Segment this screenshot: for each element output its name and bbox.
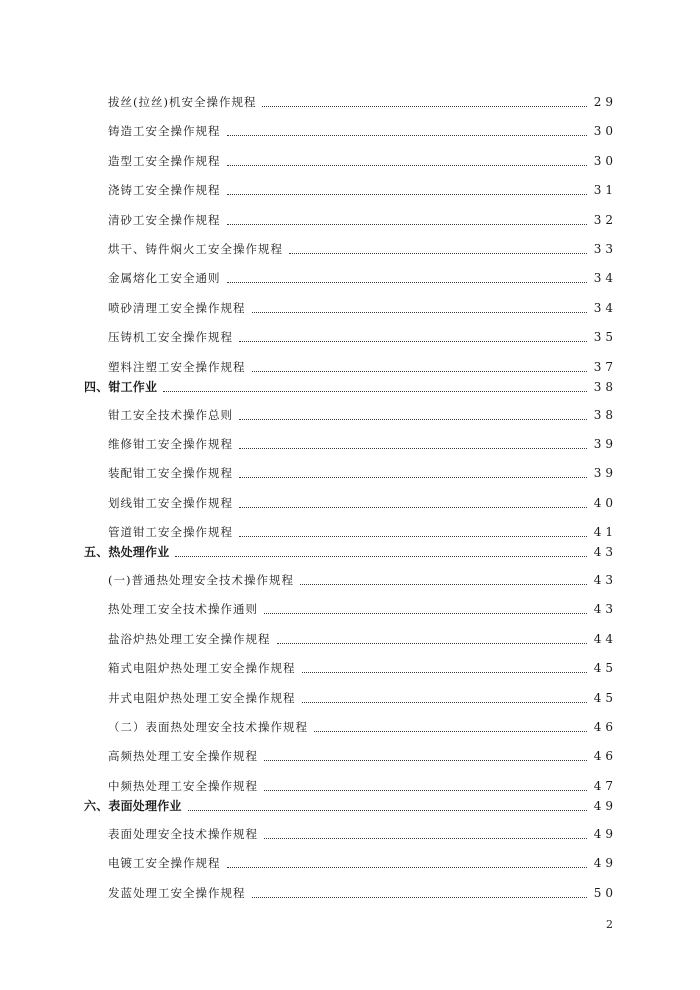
toc-leader-dots (264, 790, 587, 791)
toc-leader-dots (262, 106, 586, 107)
toc-leader-dots (264, 613, 587, 614)
toc-entry-title: 拔丝(拉丝)机安全操作规程 (108, 95, 257, 109)
toc-entry-title: 四、钳工作业 (84, 379, 158, 394)
toc-entry-title: 表面处理安全技术操作规程 (108, 826, 258, 841)
toc-entry (84, 631, 617, 647)
toc-leader-dots (227, 282, 587, 283)
toc-entry-title: 箱式电阻炉热处理工安全操作规程 (108, 661, 296, 676)
toc-page-number: 32 (593, 212, 617, 227)
toc-leader-dots (227, 194, 587, 195)
toc-page-number: 40 (593, 495, 617, 510)
toc-entry-title: 清砂工安全操作规程 (108, 212, 221, 227)
toc-entry (84, 690, 617, 706)
toc-entry (84, 241, 617, 257)
toc-leader-dots (314, 731, 587, 732)
toc-page-number: 37 (593, 359, 617, 374)
toc-leader-dots (188, 810, 587, 811)
toc-entry-title: 压铸机工安全操作规程 (108, 330, 233, 345)
toc-page-number: 49 (593, 856, 617, 871)
toc-entry (84, 660, 617, 676)
toc-page-number: 50 (593, 885, 617, 900)
toc-page-number: 34 (593, 300, 617, 315)
toc-page-number: 46 (593, 749, 617, 764)
toc-entry-title: 五、热处理作业 (84, 545, 170, 560)
toc-leader-dots (264, 838, 587, 839)
toc-leader-dots (227, 224, 587, 225)
toc-entry (84, 407, 617, 423)
toc-page-number: 31 (593, 183, 617, 198)
toc-section-heading (84, 798, 617, 814)
toc-leader-dots (302, 672, 587, 673)
toc-entry (84, 885, 617, 901)
toc-page-number: 34 (593, 271, 617, 286)
toc-entry (84, 300, 617, 316)
toc-entry (84, 436, 617, 452)
toc-entry (84, 153, 617, 169)
toc-page-number: 33 (593, 241, 617, 256)
toc-page-number: 38 (593, 379, 617, 394)
toc-entry (84, 94, 617, 110)
toc-leader-dots (239, 477, 587, 478)
toc-entry (84, 572, 617, 588)
toc-entry-title: 中频热处理工安全操作规程 (108, 778, 258, 793)
toc-page-number: 39 (593, 466, 617, 481)
toc-leader-dots (239, 507, 587, 508)
page-footer-number: 2 (606, 918, 613, 931)
toc-page-number: 35 (593, 330, 617, 345)
toc-page-number: 47 (593, 778, 617, 793)
toc-entry (84, 329, 617, 345)
toc-entry-title: 造型工安全操作规程 (108, 153, 221, 168)
toc-leader-dots (300, 584, 587, 585)
toc-section-heading (84, 379, 617, 395)
toc-entry-title: 装配钳工安全操作规程 (108, 466, 233, 481)
toc-entry (84, 212, 617, 228)
toc-entry-title: 热处理工安全技术操作通则 (108, 602, 258, 617)
toc-page-number: 39 (593, 436, 617, 451)
toc-page-number: 41 (593, 525, 617, 540)
toc-page-number: 46 (593, 720, 617, 735)
toc-leader-dots (163, 391, 587, 392)
toc-leader-dots (239, 341, 587, 342)
toc-page-number: 30 (593, 153, 617, 168)
toc-entry (84, 778, 617, 794)
toc-entry (84, 465, 617, 481)
toc-entry-title: （二）表面热处理安全技术操作规程 (108, 720, 308, 735)
toc-entry (84, 524, 617, 540)
toc-leader-dots (239, 536, 587, 537)
toc-page-number: 45 (593, 661, 617, 676)
toc-entry (84, 270, 617, 286)
table-of-contents (84, 94, 617, 901)
toc-entry-title: 钳工安全技术操作总则 (108, 407, 233, 422)
toc-entry-title: 塑料注塑工安全操作规程 (108, 359, 246, 374)
toc-leader-dots (227, 135, 587, 136)
toc-page-number: 29 (593, 95, 617, 109)
toc-page-number: 38 (593, 407, 617, 422)
toc-leader-dots (239, 419, 587, 420)
toc-leader-dots (302, 702, 587, 703)
toc-entry-title: 管道钳工安全操作规程 (108, 525, 233, 540)
toc-leader-dots (252, 897, 587, 898)
toc-leader-dots (252, 312, 587, 313)
toc-page-number: 49 (593, 826, 617, 841)
toc-entry-title: 电镀工安全操作规程 (108, 856, 221, 871)
toc-leader-dots (264, 760, 587, 761)
toc-entry-title: 划线钳工安全操作规程 (108, 495, 233, 510)
toc-leader-dots (175, 556, 586, 557)
toc-entry (84, 359, 617, 375)
toc-entry (84, 495, 617, 511)
toc-entry-title: 烘干、铸件焖火工安全操作规程 (108, 241, 283, 256)
toc-entry-title: 金属熔化工安全通则 (108, 271, 221, 286)
toc-entry (84, 123, 617, 139)
toc-page-number: 44 (593, 631, 617, 646)
toc-entry (84, 601, 617, 617)
toc-page-number: 43 (593, 573, 617, 588)
toc-entry-title: 维修钳工安全操作规程 (108, 436, 233, 451)
toc-page-number: 43 (593, 545, 617, 560)
toc-entry-title: 喷砂清理工安全操作规程 (108, 300, 246, 315)
toc-entry-title: 浇铸工安全操作规程 (108, 183, 221, 198)
toc-entry (84, 748, 617, 764)
toc-entry-title: (一)普通热处理安全技术操作规程 (108, 573, 294, 588)
toc-leader-dots (227, 165, 587, 166)
toc-entry-title: 铸造工安全操作规程 (108, 124, 221, 139)
toc-entry (84, 719, 617, 735)
toc-entry-title: 六、表面处理作业 (84, 798, 182, 813)
toc-leader-dots (289, 253, 587, 254)
toc-page-number: 45 (593, 690, 617, 705)
toc-leader-dots (227, 867, 587, 868)
toc-entry-title: 盐浴炉热处理工安全操作规程 (108, 631, 271, 646)
toc-page-number: 49 (593, 798, 617, 813)
toc-entry (84, 182, 617, 198)
toc-entry (84, 826, 617, 842)
toc-leader-dots (239, 448, 587, 449)
toc-leader-dots (252, 371, 587, 372)
toc-leader-dots (277, 643, 587, 644)
toc-entry-title: 井式电阻炉热处理工安全操作规程 (108, 690, 296, 705)
toc-entry-title: 发蓝处理工安全操作规程 (108, 885, 246, 900)
toc-section-heading (84, 544, 617, 560)
toc-page-number: 43 (593, 602, 617, 617)
toc-entry (84, 855, 617, 871)
toc-entry-title: 高频热处理工安全操作规程 (108, 749, 258, 764)
toc-page-number: 30 (593, 124, 617, 139)
